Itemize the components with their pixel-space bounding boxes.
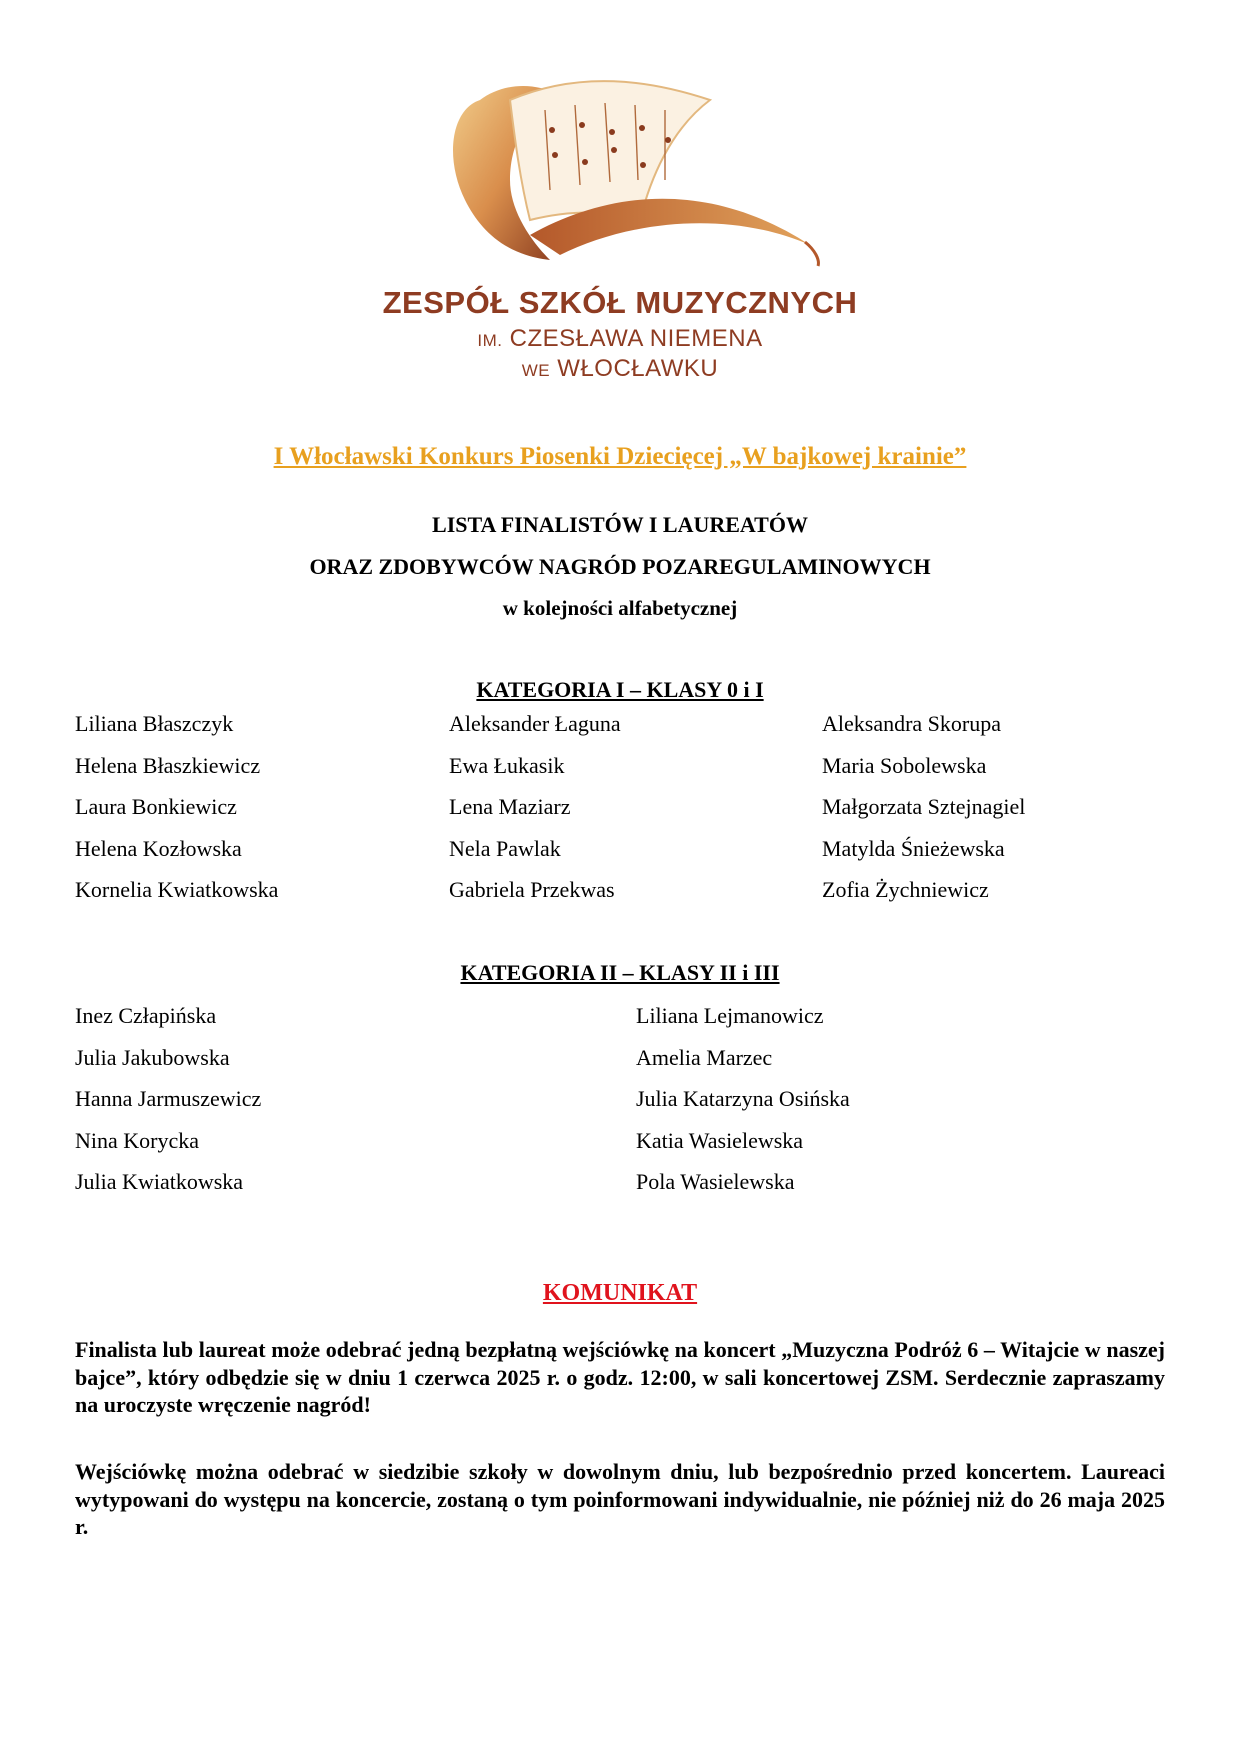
list-item: Nina Korycka — [75, 1127, 200, 1153]
list-item: Laura Bonkiewicz — [75, 794, 237, 819]
category2-title: KATEGORIA II – KLASY II i III — [460, 960, 780, 985]
list-item: Hanna Jarmuszewicz — [75, 1086, 262, 1111]
list-item: Julia Jakubowska — [75, 1044, 230, 1070]
category1-column-2 — [449, 710, 621, 918]
list-item: Gabriela Przekwas — [449, 877, 615, 902]
list-item: Nela Pawlak — [449, 835, 561, 861]
logo-patron — [380, 325, 860, 353]
list-heading-line3: w kolejności alfabetycznej — [502, 596, 738, 620]
list-item: Lena Maziarz — [449, 794, 571, 819]
logo-patron-name: CZESŁAWA NIEMENA — [509, 325, 763, 352]
announcement-title: KOMUNIKAT — [542, 1280, 698, 1306]
list-item: Helena Kozłowska — [75, 835, 242, 861]
list-item: Matylda Śnieżewska — [822, 835, 1005, 861]
logo-city — [380, 355, 860, 383]
list-item: Aleksandra Skorupa — [822, 711, 1002, 736]
list-item: Inez Człapińska — [75, 1003, 217, 1028]
category1-column-1 — [75, 710, 278, 918]
list-item: Pola Wasielewska — [636, 1169, 795, 1194]
logo-patron-prefix: IM. — [477, 331, 503, 350]
list-item: Zofia Żychniewicz — [822, 877, 989, 902]
list-item: Kornelia Kwiatkowska — [75, 877, 279, 902]
category1-column-3 — [822, 710, 1025, 918]
list-item: Maria Sobolewska — [822, 752, 987, 778]
list-heading-line2: ORAZ ZDOBYWCÓW NAGRÓD POZAREGULAMINOWYCH — [309, 554, 931, 579]
list-item: Aleksander Łaguna — [449, 711, 621, 736]
list-item: Ewa Łukasik — [449, 752, 565, 778]
list-item: Katia Wasielewska — [636, 1127, 804, 1153]
announcement-paragraph-1: Finalista lub laureat może odebrać jedną bezpłatną wejściówkę na koncert „Muzyczna Podróż 6 – Witajcie w naszej bajce”, który odbędzie się w dniu 1 czerwca 2025 r. o godz. 12:00, w sali koncertowej ZSM. Serdecznie zapraszamy na uroczyste wręczenie nagród! — [75, 1337, 1165, 1417]
logo-school-name: ZESPÓŁ SZKÓŁ MUZYCZNYCH — [382, 285, 858, 320]
list-item: Amelia Marzec — [636, 1044, 773, 1070]
list-item: Liliana Lejmanowicz — [636, 1003, 824, 1028]
list-item: Julia Katarzyna Osińska — [636, 1086, 850, 1111]
list-heading-line1: LISTA FINALISTÓW I LAUREATÓW — [432, 512, 808, 537]
category2-column-1 — [75, 1002, 261, 1210]
category2-column-2 — [636, 1002, 850, 1210]
list-item: Julia Kwiatkowska — [75, 1169, 244, 1194]
contest-title: I Włocławski Konkurs Piosenki Dziecięcej „W bajkowej krainie” — [273, 443, 967, 470]
category1-title: KATEGORIA I – KLASY 0 i I — [476, 677, 764, 702]
list-item: Małgorzata Sztejnagiel — [822, 794, 1026, 819]
music-scroll-logo-icon — [410, 70, 830, 270]
logo-city-name: WŁOCŁAWKU — [557, 355, 719, 382]
list-item: Liliana Błaszczyk — [75, 711, 234, 736]
logo-city-prefix: WE — [521, 361, 551, 380]
school-logo — [380, 70, 860, 382]
announcement-paragraph-2: Wejściówkę można odebrać w siedzibie szkoły w dowolnym dniu, lub bezpośrednio przed koncertem. Laureaci wytypowani do występu na koncercie, zostaną o tym poinformowani indywidualnie, nie później niż do 26 maja 2025 r. — [75, 1459, 1165, 1539]
list-item: Helena Błaszkiewicz — [75, 752, 261, 778]
